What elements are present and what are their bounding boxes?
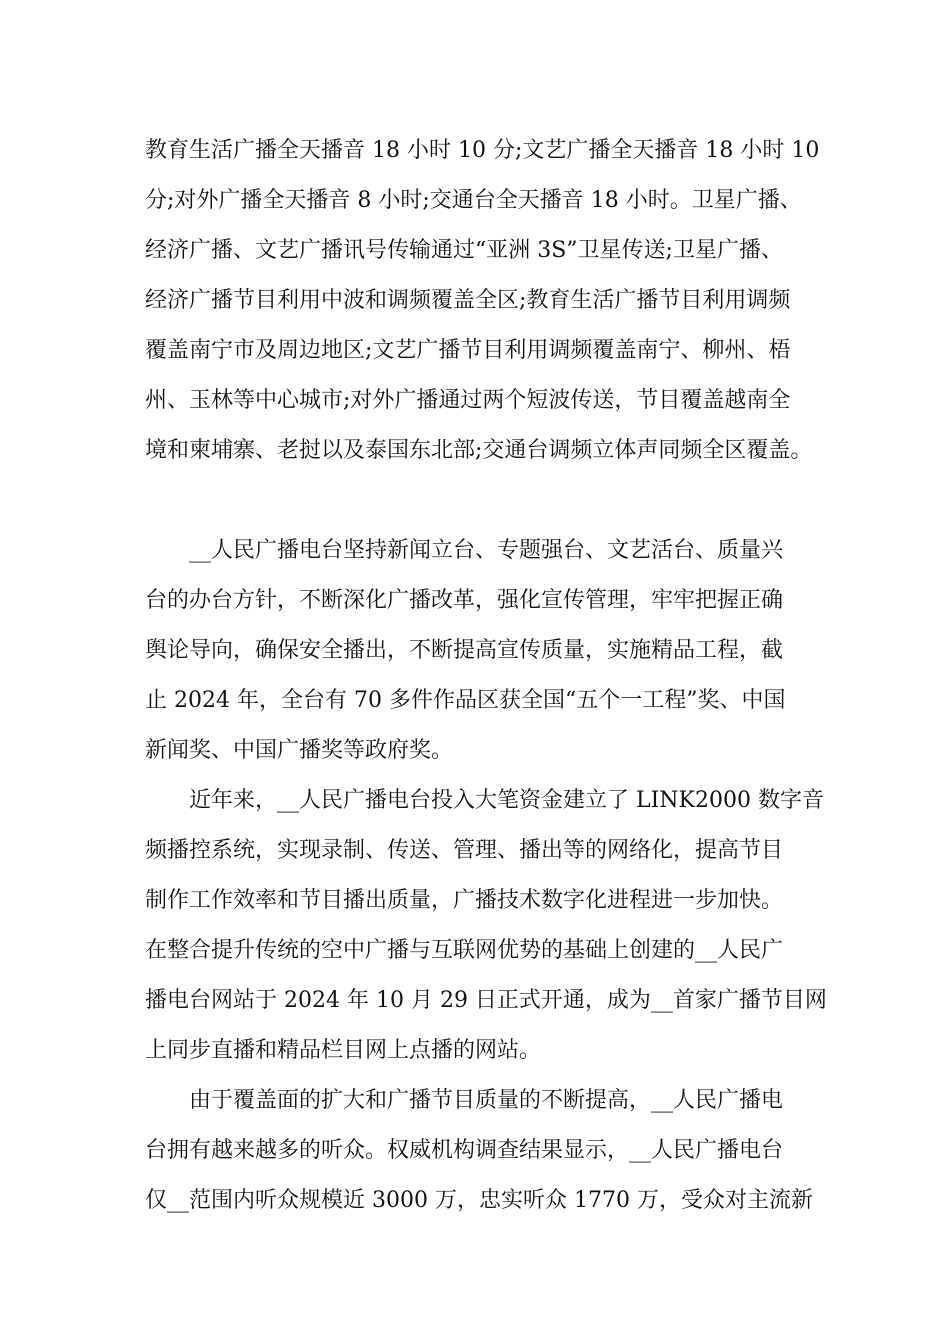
paragraph-2-line-3: 舆论导向，确保安全播出，不断提高宣传质量，实施精品工程，截 [145, 638, 784, 663]
paragraph-3-line-1: 近年来，__人民广播电台投入大笔资金建立了 LINK2000 数字音 [189, 788, 824, 813]
body-text [145, 136, 835, 1216]
paragraph-3-line-4: 在整合提升传统的空中广播与互联网优势的基础上创建的__人民广 [145, 938, 784, 963]
paragraph-3-line-2: 频播控系统，实现录制、传送、管理、播出等的网络化，提高节目 [145, 838, 784, 863]
paragraph-3-line-3: 制作工作效率和节目播出质量，广播技术数字化进程进一步加快。 [145, 888, 784, 913]
paragraph-3-line-5: 播电台网站于 2024 年 10 月 29 日正式开通，成为__首家广播节目网 [145, 988, 827, 1013]
paragraph-3-line-6: 上同步直播和精品栏目网上点播的网站。 [145, 1038, 542, 1063]
paragraph-1-line-1: 教育生活广播全天播音 18 小时 10 分;文艺广播全天播音 18 小时 10 [145, 138, 820, 163]
paragraph-1-line-7: 境和柬埔寨、老挝以及泰国东北部;交通台调频立体声同频全区覆盖。 [145, 438, 813, 463]
paragraph-1-line-4: 经济广播节目利用中波和调频覆盖全区;教育生活广播节目利用调频 [145, 288, 791, 313]
paragraph-4-line-3: 仅__范围内听众规模近 3000 万，忠实听众 1770 万，受众对主流新 [145, 1188, 813, 1213]
paragraph-1-line-5: 覆盖南宁市及周边地区;文艺广播节目利用调频覆盖南宁、柳州、梧 [145, 338, 791, 363]
paragraph-4-line-1: 由于覆盖面的扩大和广播节目质量的不断提高，__人民广播电 [189, 1088, 784, 1113]
paragraph-2-line-2: 台的办台方针，不断深化广播改革，强化宣传管理，牢牢把握正确 [145, 588, 784, 613]
paragraph-1-line-3: 经济广播、文艺广播讯号传输通过“亚洲 3S”卫星传送;卫星广播、 [145, 238, 783, 263]
paragraph-2-line-5: 新闻奖、中国广播奖等政府奖。 [145, 738, 454, 763]
paragraph-4-line-2: 台拥有越来越多的听众。权威机构调查结果显示，__人民广播电台 [145, 1138, 784, 1163]
paragraph-1-line-2: 分;对外广播全天播音 8 小时;交通台全天播音 18 小时。卫星广播、 [145, 188, 802, 213]
paragraph-1-line-6: 州、玉林等中心城市;对外广播通过两个短波传送，节目覆盖越南全 [145, 388, 791, 413]
paragraph-2-line-4: 止 2024 年，全台有 70 多件作品区获全国“五个一工程”奖、中国 [145, 688, 786, 713]
paragraph-2-line-1: __人民广播电台坚持新闻立台、专题强台、文艺活台、质量兴 [189, 538, 784, 563]
